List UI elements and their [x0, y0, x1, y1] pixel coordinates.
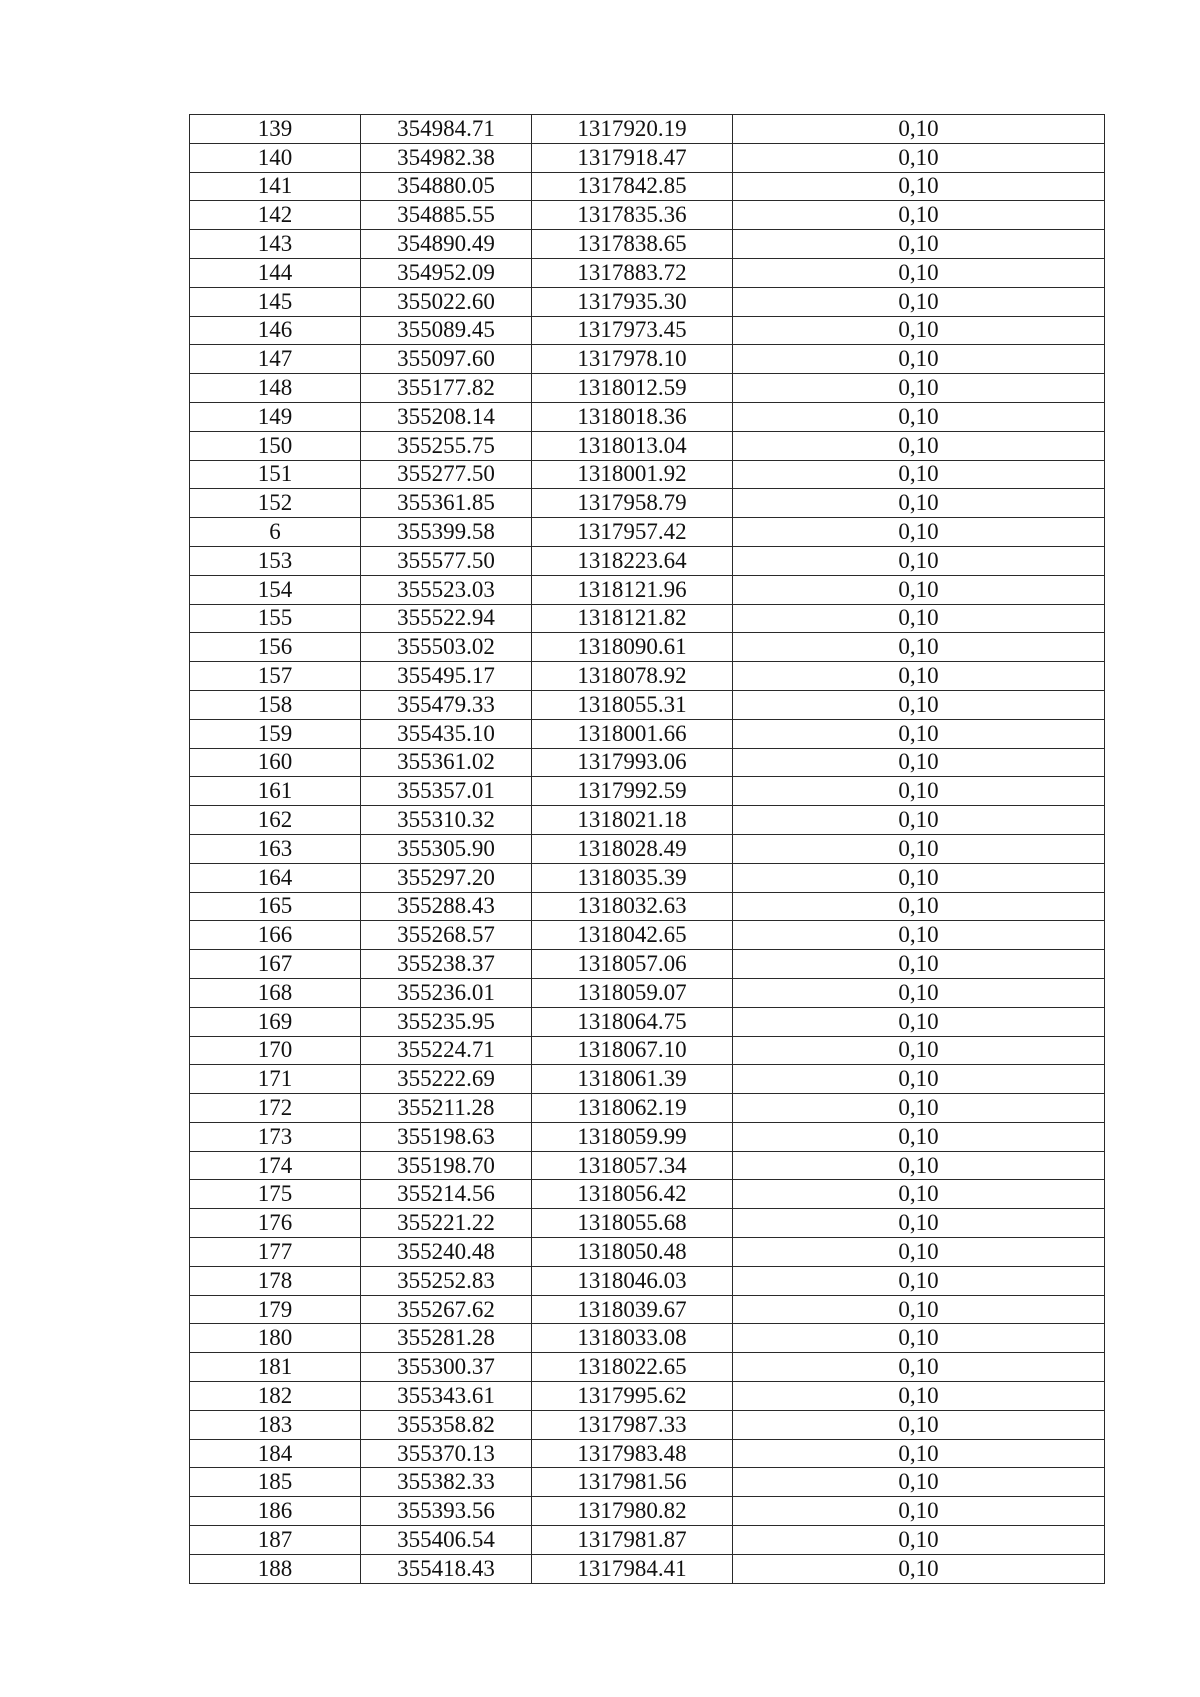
table-row [190, 950, 1105, 979]
y-coordinate-cell: 1317992.59 [532, 777, 733, 806]
x-coordinate-cell: 355305.90 [361, 834, 532, 863]
point-number-cell: 165 [190, 892, 361, 921]
accuracy-cell: 0,10 [733, 374, 1105, 403]
table-row [190, 1266, 1105, 1295]
point-number-cell: 139 [190, 115, 361, 144]
x-coordinate-cell: 355022.60 [361, 287, 532, 316]
point-number-cell: 184 [190, 1439, 361, 1468]
accuracy-cell: 0,10 [733, 575, 1105, 604]
table-row [190, 921, 1105, 950]
y-coordinate-cell: 1318062.19 [532, 1094, 733, 1123]
point-number-cell: 145 [190, 287, 361, 316]
table-row [190, 1295, 1105, 1324]
accuracy-cell: 0,10 [733, 1526, 1105, 1555]
accuracy-cell: 0,10 [733, 1180, 1105, 1209]
accuracy-cell: 0,10 [733, 1036, 1105, 1065]
x-coordinate-cell: 355208.14 [361, 402, 532, 431]
y-coordinate-cell: 1318223.64 [532, 546, 733, 575]
x-coordinate-cell: 355406.54 [361, 1526, 532, 1555]
point-number-cell: 146 [190, 316, 361, 345]
x-coordinate-cell: 355281.28 [361, 1324, 532, 1353]
y-coordinate-cell: 1317838.65 [532, 230, 733, 259]
point-number-cell: 152 [190, 489, 361, 518]
y-coordinate-cell: 1318046.03 [532, 1266, 733, 1295]
point-number-cell: 175 [190, 1180, 361, 1209]
point-number-cell: 160 [190, 748, 361, 777]
table-row [190, 1410, 1105, 1439]
accuracy-cell: 0,10 [733, 1209, 1105, 1238]
accuracy-cell: 0,10 [733, 1382, 1105, 1411]
accuracy-cell: 0,10 [733, 1468, 1105, 1497]
table-row [190, 1094, 1105, 1123]
accuracy-cell: 0,10 [733, 1065, 1105, 1094]
table-row [190, 431, 1105, 460]
point-number-cell: 182 [190, 1382, 361, 1411]
y-coordinate-cell: 1317920.19 [532, 115, 733, 144]
accuracy-cell: 0,10 [733, 316, 1105, 345]
table-row [190, 1065, 1105, 1094]
point-number-cell: 148 [190, 374, 361, 403]
x-coordinate-cell: 355343.61 [361, 1382, 532, 1411]
accuracy-cell: 0,10 [733, 518, 1105, 547]
table-row [190, 863, 1105, 892]
x-coordinate-cell: 355418.43 [361, 1554, 532, 1583]
point-number-cell: 156 [190, 633, 361, 662]
table-row [190, 546, 1105, 575]
point-number-cell: 163 [190, 834, 361, 863]
table-row [190, 1439, 1105, 1468]
table-row [190, 316, 1105, 345]
y-coordinate-cell: 1317983.48 [532, 1439, 733, 1468]
accuracy-cell: 0,10 [733, 1266, 1105, 1295]
point-number-cell: 180 [190, 1324, 361, 1353]
y-coordinate-cell: 1317981.87 [532, 1526, 733, 1555]
point-number-cell: 181 [190, 1353, 361, 1382]
accuracy-cell: 0,10 [733, 604, 1105, 633]
x-coordinate-cell: 355357.01 [361, 777, 532, 806]
accuracy-cell: 0,10 [733, 863, 1105, 892]
x-coordinate-cell: 354984.71 [361, 115, 532, 144]
accuracy-cell: 0,10 [733, 230, 1105, 259]
point-number-cell: 166 [190, 921, 361, 950]
point-number-cell: 173 [190, 1122, 361, 1151]
x-coordinate-cell: 355211.28 [361, 1094, 532, 1123]
x-coordinate-cell: 355523.03 [361, 575, 532, 604]
y-coordinate-cell: 1318090.61 [532, 633, 733, 662]
y-coordinate-cell: 1317957.42 [532, 518, 733, 547]
x-coordinate-cell: 354890.49 [361, 230, 532, 259]
x-coordinate-cell: 355240.48 [361, 1238, 532, 1267]
accuracy-cell: 0,10 [733, 115, 1105, 144]
point-number-cell: 140 [190, 143, 361, 172]
x-coordinate-cell: 355235.95 [361, 1007, 532, 1036]
y-coordinate-cell: 1318057.34 [532, 1151, 733, 1180]
point-number-cell: 144 [190, 258, 361, 287]
point-number-cell: 167 [190, 950, 361, 979]
point-number-cell: 178 [190, 1266, 361, 1295]
x-coordinate-cell: 355177.82 [361, 374, 532, 403]
accuracy-cell: 0,10 [733, 287, 1105, 316]
table-row [190, 1554, 1105, 1583]
x-coordinate-cell: 355221.22 [361, 1209, 532, 1238]
accuracy-cell: 0,10 [733, 489, 1105, 518]
accuracy-cell: 0,10 [733, 1122, 1105, 1151]
x-coordinate-cell: 355214.56 [361, 1180, 532, 1209]
y-coordinate-cell: 1318042.65 [532, 921, 733, 950]
point-number-cell: 183 [190, 1410, 361, 1439]
accuracy-cell: 0,10 [733, 662, 1105, 691]
y-coordinate-cell: 1317842.85 [532, 172, 733, 201]
accuracy-cell: 0,10 [733, 690, 1105, 719]
table-row [190, 1468, 1105, 1497]
x-coordinate-cell: 355300.37 [361, 1353, 532, 1382]
point-number-cell: 172 [190, 1094, 361, 1123]
x-coordinate-cell: 355361.85 [361, 489, 532, 518]
point-number-cell: 164 [190, 863, 361, 892]
y-coordinate-cell: 1318050.48 [532, 1238, 733, 1267]
table-row [190, 1122, 1105, 1151]
point-number-cell: 188 [190, 1554, 361, 1583]
y-coordinate-cell: 1317958.79 [532, 489, 733, 518]
y-coordinate-cell: 1318033.08 [532, 1324, 733, 1353]
table-row [190, 460, 1105, 489]
x-coordinate-cell: 355277.50 [361, 460, 532, 489]
table-row [190, 1324, 1105, 1353]
point-number-cell: 171 [190, 1065, 361, 1094]
x-coordinate-cell: 354880.05 [361, 172, 532, 201]
accuracy-cell: 0,10 [733, 1151, 1105, 1180]
point-number-cell: 143 [190, 230, 361, 259]
accuracy-cell: 0,10 [733, 1295, 1105, 1324]
x-coordinate-cell: 355268.57 [361, 921, 532, 950]
accuracy-cell: 0,10 [733, 950, 1105, 979]
x-coordinate-cell: 355222.69 [361, 1065, 532, 1094]
point-number-cell: 159 [190, 719, 361, 748]
x-coordinate-cell: 354885.55 [361, 201, 532, 230]
y-coordinate-cell: 1317973.45 [532, 316, 733, 345]
point-number-cell: 176 [190, 1209, 361, 1238]
point-number-cell: 177 [190, 1238, 361, 1267]
y-coordinate-cell: 1318035.39 [532, 863, 733, 892]
accuracy-cell: 0,10 [733, 1353, 1105, 1382]
point-number-cell: 185 [190, 1468, 361, 1497]
x-coordinate-cell: 355267.62 [361, 1295, 532, 1324]
accuracy-cell: 0,10 [733, 431, 1105, 460]
table-row [190, 719, 1105, 748]
y-coordinate-cell: 1318022.65 [532, 1353, 733, 1382]
table-row [190, 834, 1105, 863]
accuracy-cell: 0,10 [733, 1324, 1105, 1353]
accuracy-cell: 0,10 [733, 834, 1105, 863]
table-row [190, 287, 1105, 316]
x-coordinate-cell: 355255.75 [361, 431, 532, 460]
point-number-cell: 157 [190, 662, 361, 691]
x-coordinate-cell: 355435.10 [361, 719, 532, 748]
y-coordinate-cell: 1318018.36 [532, 402, 733, 431]
accuracy-cell: 0,10 [733, 1094, 1105, 1123]
x-coordinate-cell: 355361.02 [361, 748, 532, 777]
accuracy-cell: 0,10 [733, 633, 1105, 662]
y-coordinate-cell: 1318057.06 [532, 950, 733, 979]
y-coordinate-cell: 1317883.72 [532, 258, 733, 287]
x-coordinate-cell: 355577.50 [361, 546, 532, 575]
y-coordinate-cell: 1318028.49 [532, 834, 733, 863]
table-row [190, 489, 1105, 518]
x-coordinate-cell: 354982.38 [361, 143, 532, 172]
y-coordinate-cell: 1318067.10 [532, 1036, 733, 1065]
y-coordinate-cell: 1317993.06 [532, 748, 733, 777]
y-coordinate-cell: 1318021.18 [532, 806, 733, 835]
point-number-cell: 147 [190, 345, 361, 374]
y-coordinate-cell: 1318061.39 [532, 1065, 733, 1094]
table-row [190, 201, 1105, 230]
table-row [190, 806, 1105, 835]
table-row [190, 1353, 1105, 1382]
point-number-cell: 179 [190, 1295, 361, 1324]
table-row [190, 230, 1105, 259]
table-row [190, 402, 1105, 431]
accuracy-cell: 0,10 [733, 345, 1105, 374]
x-coordinate-cell: 355236.01 [361, 978, 532, 1007]
y-coordinate-cell: 1318121.82 [532, 604, 733, 633]
table-row [190, 690, 1105, 719]
x-coordinate-cell: 355393.56 [361, 1497, 532, 1526]
table-row [190, 1180, 1105, 1209]
table-row [190, 604, 1105, 633]
point-number-cell: 168 [190, 978, 361, 1007]
x-coordinate-cell: 355089.45 [361, 316, 532, 345]
y-coordinate-cell: 1318013.04 [532, 431, 733, 460]
y-coordinate-cell: 1317978.10 [532, 345, 733, 374]
table-row [190, 1151, 1105, 1180]
accuracy-cell: 0,10 [733, 1410, 1105, 1439]
x-coordinate-cell: 355198.63 [361, 1122, 532, 1151]
table-row [190, 172, 1105, 201]
table-row [190, 748, 1105, 777]
table-row [190, 1238, 1105, 1267]
table-row [190, 258, 1105, 287]
table-row [190, 143, 1105, 172]
y-coordinate-cell: 1318056.42 [532, 1180, 733, 1209]
point-number-cell: 153 [190, 546, 361, 575]
x-coordinate-cell: 355288.43 [361, 892, 532, 921]
y-coordinate-cell: 1318039.67 [532, 1295, 733, 1324]
x-coordinate-cell: 355252.83 [361, 1266, 532, 1295]
x-coordinate-cell: 355224.71 [361, 1036, 532, 1065]
accuracy-cell: 0,10 [733, 172, 1105, 201]
x-coordinate-cell: 355238.37 [361, 950, 532, 979]
table-row [190, 892, 1105, 921]
point-number-cell: 142 [190, 201, 361, 230]
point-number-cell: 150 [190, 431, 361, 460]
accuracy-cell: 0,10 [733, 1007, 1105, 1036]
y-coordinate-cell: 1318078.92 [532, 662, 733, 691]
x-coordinate-cell: 355310.32 [361, 806, 532, 835]
x-coordinate-cell: 355198.70 [361, 1151, 532, 1180]
accuracy-cell: 0,10 [733, 892, 1105, 921]
table-row [190, 662, 1105, 691]
y-coordinate-cell: 1317835.36 [532, 201, 733, 230]
accuracy-cell: 0,10 [733, 258, 1105, 287]
accuracy-cell: 0,10 [733, 806, 1105, 835]
x-coordinate-cell: 355522.94 [361, 604, 532, 633]
table-row [190, 115, 1105, 144]
point-number-cell: 158 [190, 690, 361, 719]
point-number-cell: 162 [190, 806, 361, 835]
table-row [190, 1209, 1105, 1238]
y-coordinate-cell: 1318032.63 [532, 892, 733, 921]
accuracy-cell: 0,10 [733, 777, 1105, 806]
accuracy-cell: 0,10 [733, 402, 1105, 431]
x-coordinate-cell: 355503.02 [361, 633, 532, 662]
table-row [190, 633, 1105, 662]
accuracy-cell: 0,10 [733, 1554, 1105, 1583]
accuracy-cell: 0,10 [733, 978, 1105, 1007]
x-coordinate-cell: 355370.13 [361, 1439, 532, 1468]
point-number-cell: 169 [190, 1007, 361, 1036]
coordinates-table [189, 114, 1105, 1584]
table-row [190, 575, 1105, 604]
accuracy-cell: 0,10 [733, 1238, 1105, 1267]
table-row [190, 1036, 1105, 1065]
x-coordinate-cell: 355495.17 [361, 662, 532, 691]
y-coordinate-cell: 1318012.59 [532, 374, 733, 403]
point-number-cell: 151 [190, 460, 361, 489]
point-number-cell: 186 [190, 1497, 361, 1526]
accuracy-cell: 0,10 [733, 143, 1105, 172]
y-coordinate-cell: 1317995.62 [532, 1382, 733, 1411]
point-number-cell: 161 [190, 777, 361, 806]
accuracy-cell: 0,10 [733, 1497, 1105, 1526]
x-coordinate-cell: 355358.82 [361, 1410, 532, 1439]
y-coordinate-cell: 1317981.56 [532, 1468, 733, 1497]
table-row [190, 1382, 1105, 1411]
y-coordinate-cell: 1317987.33 [532, 1410, 733, 1439]
table-row [190, 1526, 1105, 1555]
y-coordinate-cell: 1317980.82 [532, 1497, 733, 1526]
table-row [190, 1007, 1105, 1036]
y-coordinate-cell: 1318059.07 [532, 978, 733, 1007]
y-coordinate-cell: 1317918.47 [532, 143, 733, 172]
x-coordinate-cell: 355479.33 [361, 690, 532, 719]
accuracy-cell: 0,10 [733, 748, 1105, 777]
table-row [190, 345, 1105, 374]
y-coordinate-cell: 1318055.31 [532, 690, 733, 719]
y-coordinate-cell: 1318121.96 [532, 575, 733, 604]
x-coordinate-cell: 355097.60 [361, 345, 532, 374]
y-coordinate-cell: 1317935.30 [532, 287, 733, 316]
accuracy-cell: 0,10 [733, 719, 1105, 748]
y-coordinate-cell: 1318055.68 [532, 1209, 733, 1238]
table-row [190, 777, 1105, 806]
y-coordinate-cell: 1318001.66 [532, 719, 733, 748]
point-number-cell: 149 [190, 402, 361, 431]
x-coordinate-cell: 355399.58 [361, 518, 532, 547]
y-coordinate-cell: 1318064.75 [532, 1007, 733, 1036]
point-number-cell: 6 [190, 518, 361, 547]
point-number-cell: 174 [190, 1151, 361, 1180]
point-number-cell: 141 [190, 172, 361, 201]
y-coordinate-cell: 1318001.92 [532, 460, 733, 489]
point-number-cell: 170 [190, 1036, 361, 1065]
table-row [190, 1497, 1105, 1526]
point-number-cell: 187 [190, 1526, 361, 1555]
x-coordinate-cell: 354952.09 [361, 258, 532, 287]
coordinates-table-body [190, 115, 1105, 1584]
y-coordinate-cell: 1318059.99 [532, 1122, 733, 1151]
table-row [190, 518, 1105, 547]
point-number-cell: 155 [190, 604, 361, 633]
accuracy-cell: 0,10 [733, 201, 1105, 230]
accuracy-cell: 0,10 [733, 921, 1105, 950]
y-coordinate-cell: 1317984.41 [532, 1554, 733, 1583]
table-row [190, 978, 1105, 1007]
point-number-cell: 154 [190, 575, 361, 604]
accuracy-cell: 0,10 [733, 460, 1105, 489]
accuracy-cell: 0,10 [733, 1439, 1105, 1468]
table-row [190, 374, 1105, 403]
accuracy-cell: 0,10 [733, 546, 1105, 575]
x-coordinate-cell: 355382.33 [361, 1468, 532, 1497]
x-coordinate-cell: 355297.20 [361, 863, 532, 892]
